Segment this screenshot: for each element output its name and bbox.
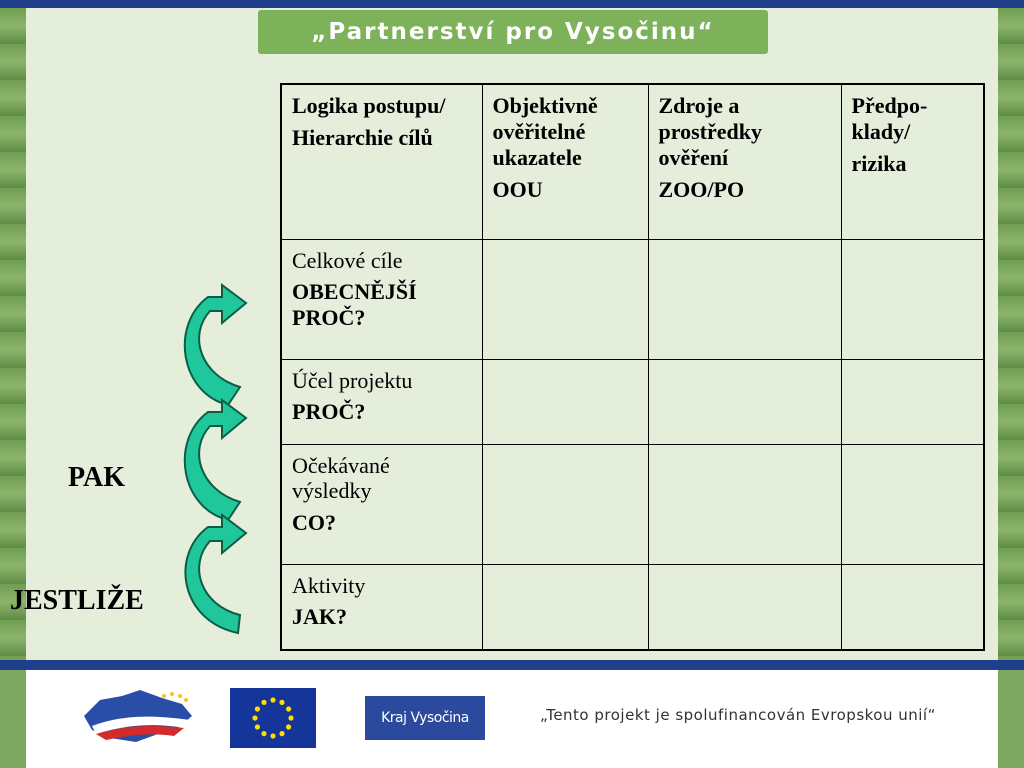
row-label: Očekávané výsledky xyxy=(292,452,390,504)
empty-cell xyxy=(482,564,648,650)
bottom-stripe xyxy=(0,660,1024,670)
right-border xyxy=(998,8,1024,660)
table-row xyxy=(281,564,984,650)
header-cell-assumptions xyxy=(841,84,984,239)
empty-cell xyxy=(841,359,984,444)
empty-cell xyxy=(841,239,984,359)
curved-arrows xyxy=(160,255,260,640)
curved-arrow-icon xyxy=(185,400,246,520)
label-jestlize: JESTLIŽE xyxy=(10,585,144,616)
row-label-cell xyxy=(281,564,482,650)
empty-cell xyxy=(841,564,984,650)
header-line: Hierarchie cílů xyxy=(292,124,433,150)
table-row xyxy=(281,359,984,444)
empty-cell xyxy=(482,359,648,444)
row-label-cell xyxy=(281,359,482,444)
header-cell-indicators xyxy=(482,84,648,239)
left-border xyxy=(0,8,26,660)
header-line: Předpo-klady/ xyxy=(851,93,928,144)
footer-right-border xyxy=(998,670,1024,768)
header-cell-logic xyxy=(281,84,482,239)
empty-cell xyxy=(648,239,841,359)
row-question: JAK? xyxy=(292,604,347,630)
row-question: OBECNĚJŠÍ PROČ? xyxy=(292,279,417,331)
footer-left-border xyxy=(0,670,26,768)
row-label: Celkové cíle xyxy=(292,247,403,273)
czech-map-logo xyxy=(78,686,198,748)
curved-arrow-icon xyxy=(185,285,246,405)
header-line: Objektivně ověřitelné ukazatele xyxy=(492,93,598,170)
row-label-cell xyxy=(281,239,482,359)
row-label-cell xyxy=(281,444,482,564)
row-question: CO? xyxy=(292,510,336,536)
empty-cell xyxy=(648,564,841,650)
row-label: Účel projektu xyxy=(292,367,413,393)
row-question: PROČ? xyxy=(292,399,366,425)
empty-cell xyxy=(648,359,841,444)
header-line: OOU xyxy=(492,176,543,202)
empty-cell xyxy=(841,444,984,564)
title-banner: „Partnerství pro Vysočinu“ xyxy=(258,10,768,54)
kraj-vysocina-logo: Kraj Vysočina xyxy=(365,696,485,740)
header-line: Logika postupu/ xyxy=(292,93,446,118)
eu-flag-logo xyxy=(230,688,316,748)
empty-cell xyxy=(648,444,841,564)
footer-text: „Tento projekt je spolufinancován Evropskou unií“ xyxy=(540,706,936,724)
header-line: ZOO/PO xyxy=(658,176,745,202)
curved-arrow-icon xyxy=(185,515,246,633)
top-stripe xyxy=(0,0,1024,8)
empty-cell xyxy=(482,239,648,359)
table-row xyxy=(281,444,984,564)
empty-cell xyxy=(482,444,648,564)
header-row xyxy=(281,84,984,239)
header-line: Zdroje a prostředky ověření xyxy=(658,93,762,170)
table-row xyxy=(281,239,984,359)
logframe-table xyxy=(280,83,985,651)
eu-stars-icon xyxy=(230,688,316,748)
label-pak: PAK xyxy=(68,462,126,493)
row-label: Aktivity xyxy=(292,572,366,598)
header-cell-sources xyxy=(648,84,841,239)
header-line: rizika xyxy=(851,150,907,176)
